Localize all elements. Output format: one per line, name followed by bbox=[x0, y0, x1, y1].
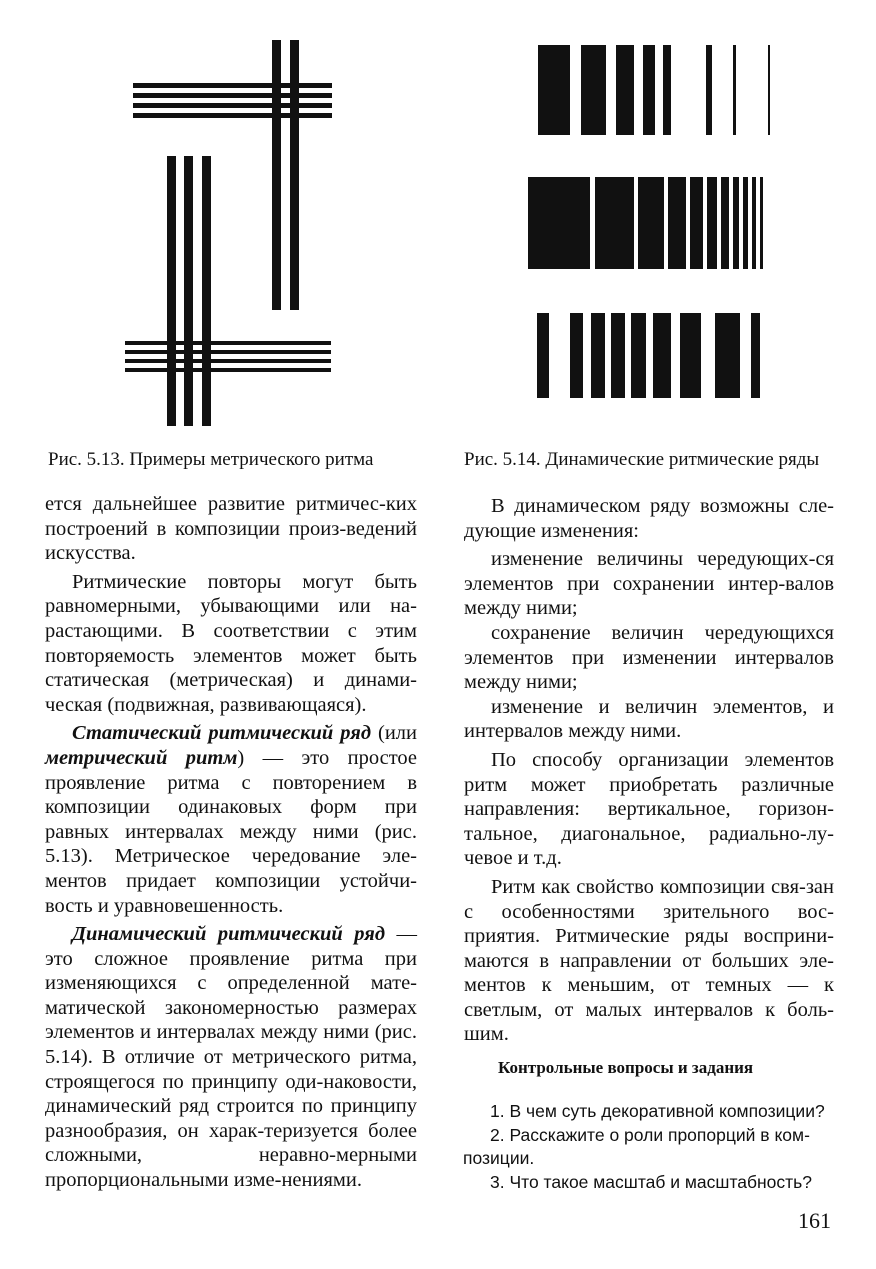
section-title: Контрольные вопросы и задания bbox=[498, 1058, 754, 1077]
left-column bbox=[45, 492, 417, 1197]
right-list-item-3: изменение и величин элементов, и интервалов между ними. bbox=[464, 695, 834, 743]
fig514-row2-bar bbox=[721, 177, 729, 269]
page-number: 161 bbox=[798, 1208, 831, 1233]
left-paragraph-4: Динамический ритмический ряд — это сложное проявление ритма при изменяющихся с определенной мате-матической закономерностью размерах элементов и интервалах между ними (рис. 5.14). В отличие от метрического ритма, строящегося по принципу оди-наковости, динамический ряд строится по принципу разнообразия, он харак-теризуется более сложными, неравно-мерными пропорциональными изме-нениями. bbox=[45, 923, 417, 1192]
left-paragraph-2: Ритмические повторы могут быть равномерными, убывающими или на-растающими. В соответствии с этим повторяемость элементов может быть статическая (метрическая) и динами-ческая (подвижная, развивающаяся). bbox=[45, 570, 417, 716]
fig514-row2-bar bbox=[743, 177, 748, 269]
fig514-row2-bar bbox=[528, 177, 590, 269]
left-paragraph-3: Статический ритмический ряд (или метрический ритм) — это простое проявление ритма с повторением в композиции одинаковых форм при равных интервалах между ними (рис. 5.13). Метрическое чередование эле-ментов придает композиции устойчи-вость и уравновешенность. bbox=[45, 722, 417, 917]
fig514-row1-bar bbox=[706, 45, 712, 135]
fig514-row1-bar bbox=[643, 45, 655, 135]
fig513-top-horizontal-bar bbox=[133, 93, 332, 98]
fig513-top-horizontal-bar bbox=[133, 113, 332, 118]
fig514-row2-bar bbox=[760, 177, 763, 269]
fig514-row1-bar bbox=[733, 45, 736, 135]
question-item: 1. В чем суть декоративной композиции? bbox=[490, 1101, 825, 1121]
fig513-bottom-vertical-bar bbox=[202, 156, 211, 426]
fig514-row2-bar bbox=[595, 177, 634, 269]
fig514-row3-bar bbox=[653, 313, 671, 398]
fig513-top-vertical-bar bbox=[290, 40, 299, 310]
fig514-row3-bar bbox=[591, 313, 605, 398]
fig514-row2-bar bbox=[707, 177, 717, 269]
fig514-row2-bar bbox=[752, 177, 756, 269]
fig514-row3-bar bbox=[715, 313, 740, 398]
fig514-row2-bar bbox=[638, 177, 664, 269]
fig514-row3-bar bbox=[751, 313, 760, 398]
fig513-top-vertical-bar bbox=[272, 40, 281, 310]
right-list-item-2: сохранение величин чередующихся элементов при изменении интервалов между ними; bbox=[464, 621, 834, 694]
fig514-row1-bar bbox=[663, 45, 671, 135]
figure-5-13-caption: Рис. 5.13. Примеры метрического ритма bbox=[48, 449, 374, 470]
fig513-bottom-horizontal-bar bbox=[125, 341, 331, 345]
fig514-row2-bar bbox=[690, 177, 703, 269]
fig513-bottom-vertical-bar bbox=[184, 156, 193, 426]
term-metric-rhythm: метрический ритм bbox=[45, 746, 238, 769]
right-paragraph-2: По способу организации элементов ритм может приобретать различные направления: вертикальное, горизон-тальное, диагональное, радиально-лу-чевое и т.д. bbox=[464, 748, 834, 870]
fig513-top-horizontal-bar bbox=[133, 103, 332, 108]
fig514-row2-bar bbox=[668, 177, 686, 269]
figure-5-14-caption: Рис. 5.14. Динамические ритмические ряды bbox=[464, 449, 820, 470]
right-column bbox=[464, 494, 834, 1051]
fig514-row2-bar bbox=[733, 177, 739, 269]
fig514-row3-bar bbox=[611, 313, 625, 398]
fig514-row3-bar bbox=[680, 313, 701, 398]
figure-5-13 bbox=[0, 0, 430, 440]
term-dynamic-rhythm: Динамический ритмический ряд bbox=[72, 923, 385, 946]
fig514-row1-bar bbox=[581, 45, 606, 135]
figure-5-14 bbox=[430, 0, 876, 440]
question-item: 3. Что такое масштаб и масштабность? bbox=[490, 1171, 813, 1192]
fig514-row1-bar bbox=[768, 45, 770, 135]
term-static-rhythm: Статический ритмический ряд bbox=[72, 722, 371, 745]
fig513-bottom-horizontal-bar bbox=[125, 350, 331, 354]
fig514-row3-bar bbox=[570, 313, 583, 398]
left-paragraph-1: ется дальнейшее развитие ритмичес-ких построений в композиции произ-ведений искусства. bbox=[45, 493, 417, 565]
fig513-bottom-vertical-bar bbox=[167, 156, 176, 426]
fig514-row3-bar bbox=[537, 313, 549, 398]
questions-list bbox=[463, 1100, 835, 1194]
fig514-row3-bar bbox=[631, 313, 646, 398]
question-item: 2. Расскажите о роли пропорций в ком-позиции. bbox=[463, 1124, 810, 1168]
right-paragraph-3: Ритм как свойство композиции свя-зан с особенностями зрительного вос-приятия. Ритмические ряды восприни-маются в направлении от больших эле-ментов к меньшим, от темных — к светлым, от малых интервалов к боль-шим. bbox=[464, 875, 834, 1046]
right-paragraph-1: В динамическом ряду возможны сле-дующие изменения: bbox=[464, 495, 834, 542]
fig514-row1-bar bbox=[538, 45, 570, 135]
fig513-bottom-horizontal-bar bbox=[125, 359, 331, 363]
right-list-item-1: изменение величины чередующих-ся элементов при сохранении интер-валов между ними; bbox=[464, 548, 834, 620]
fig514-row1-bar bbox=[616, 45, 634, 135]
fig513-top-horizontal-bar bbox=[133, 83, 332, 88]
fig513-bottom-horizontal-bar bbox=[125, 368, 331, 372]
